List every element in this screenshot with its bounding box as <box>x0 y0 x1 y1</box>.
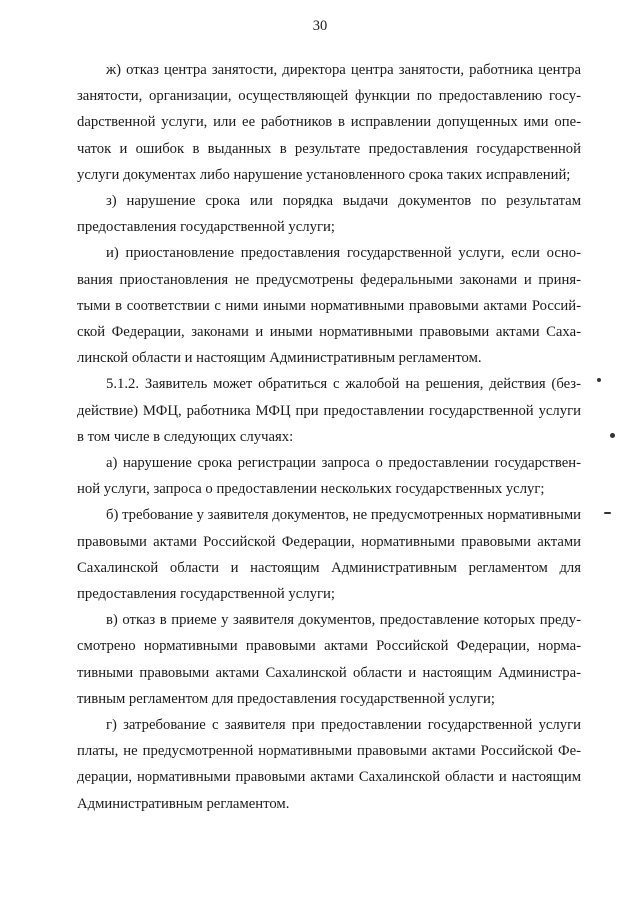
paragraph-g: г) затребование с заявителя при предоставлении государственной услуги платы, не предусмотренной нормативными правовыми актами Российской Федерации, нормативными правовыми актами Сахалинской области и настоящим Административным регламентом. <box>77 717 581 812</box>
document-body <box>77 57 581 817</box>
paragraph-a: а) нарушение срока регистрации запроса о предоставлении государственной услуги, запроса о предоставлении нескольких государственных услуг; <box>77 455 581 498</box>
page-number: 30 <box>312 18 328 34</box>
paragraph-5-1-2: 5.1.2. Заявитель может обратиться с жалобой на решения, действия (бездействие) МФЦ, работника МФЦ при предоставлении государственной услуги в том числе в следующих случаях: <box>77 376 581 445</box>
paragraph-zh: ж) отказ центра занятости, директора центра занятости, работника центра занятости, организации, осуществляющей функции по предоставлению госуdарственной услуги, или ее работников в исправлении допущенных ими опечаток и ошибок в выданных в результате предоставления государственной услуги документах либо нарушение установленного срока таких исправлений; <box>77 62 581 183</box>
scan-speck <box>597 378 601 382</box>
paragraph-b: б) требование у заявителя документов, не предусмотренных нормативными правовыми актами Российской Федерации, нормативными правовыми актами Сахалинской области и настоящим Административным регламентом для предоставления государственной услуги; <box>77 507 581 603</box>
paragraph-z: з) нарушение срока или порядка выдачи документов по результатам предоставления государственной услуги; <box>77 193 581 236</box>
scan-speck <box>610 433 615 438</box>
paragraph-v: в) отказ в приеме у заявителя документов, предоставление которых предусмотрено нормативными правовыми актами Российской Федерации, нормативными правовыми актами Сахалинской области и настоящим Административным регламентом для предоставления государственной услуги; <box>77 612 581 707</box>
paragraph-i: и) приостановление предоставления государственной услуги, если основания приостановления не предусмотрены федеральными законами и принятыми в соответствии с ними иными нормативными правовыми актами Российской Федерации, законами и иными нормативными правовыми актами Сахалинской области и настоящим Административным регламентом. <box>77 245 581 367</box>
scan-speck <box>604 512 611 514</box>
